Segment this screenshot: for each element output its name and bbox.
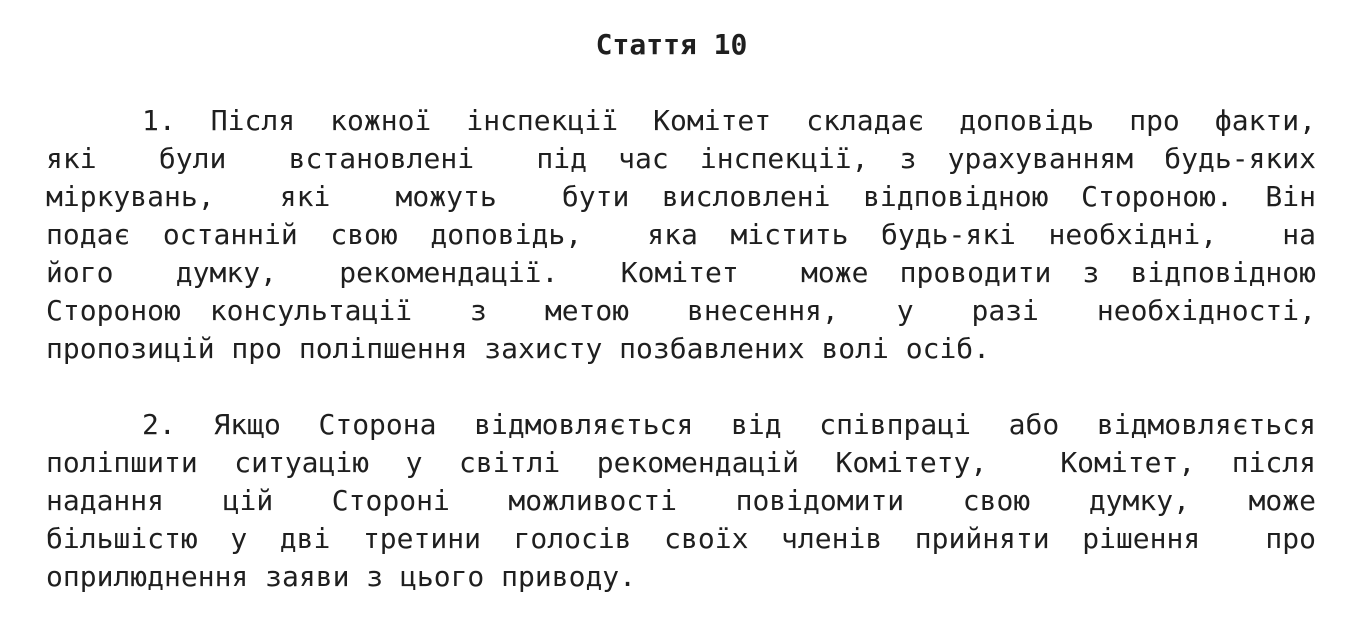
paragraph-line: 2. Якщо Сторона відмовляється від співпраці або відмовляється bbox=[142, 408, 1316, 441]
paragraph-line: 1. Після кожної інспекції Комітет складає доповідь про факти, bbox=[142, 104, 1316, 137]
paragraph-line: поліпшити ситуацію у світлі рекомендацій Комітету, Комітет, після bbox=[46, 446, 1316, 479]
paragraph-line: його думку, рекомендації. Комітет може проводити з відповідною bbox=[46, 256, 1316, 289]
paragraph-line: які були встановлені під час інспекції, з урахуванням будь-яких bbox=[46, 142, 1316, 175]
paragraph-line: більшістю у дві третини голосів своїх членів прийняти рішення про bbox=[46, 522, 1316, 555]
paragraph-line: надання цій Стороні можливості повідомити свою думку, може bbox=[46, 484, 1316, 517]
article-title: Стаття 10 bbox=[595, 28, 748, 61]
paragraph-line: міркувань, які можуть бути висловлені відповідною Стороною. Він bbox=[46, 180, 1316, 213]
paragraph-line: пропозицій про поліпшення захисту позбавлених волі осіб. bbox=[46, 332, 991, 365]
paragraph-line: оприлюднення заяви з цього приводу. bbox=[46, 560, 637, 593]
paragraph-line: Стороною консультації з метою внесення, у разі необхідності, bbox=[46, 294, 1316, 327]
paragraph-line: подає останній свою доповідь, яка містить будь-які необхідні, на bbox=[46, 218, 1316, 251]
